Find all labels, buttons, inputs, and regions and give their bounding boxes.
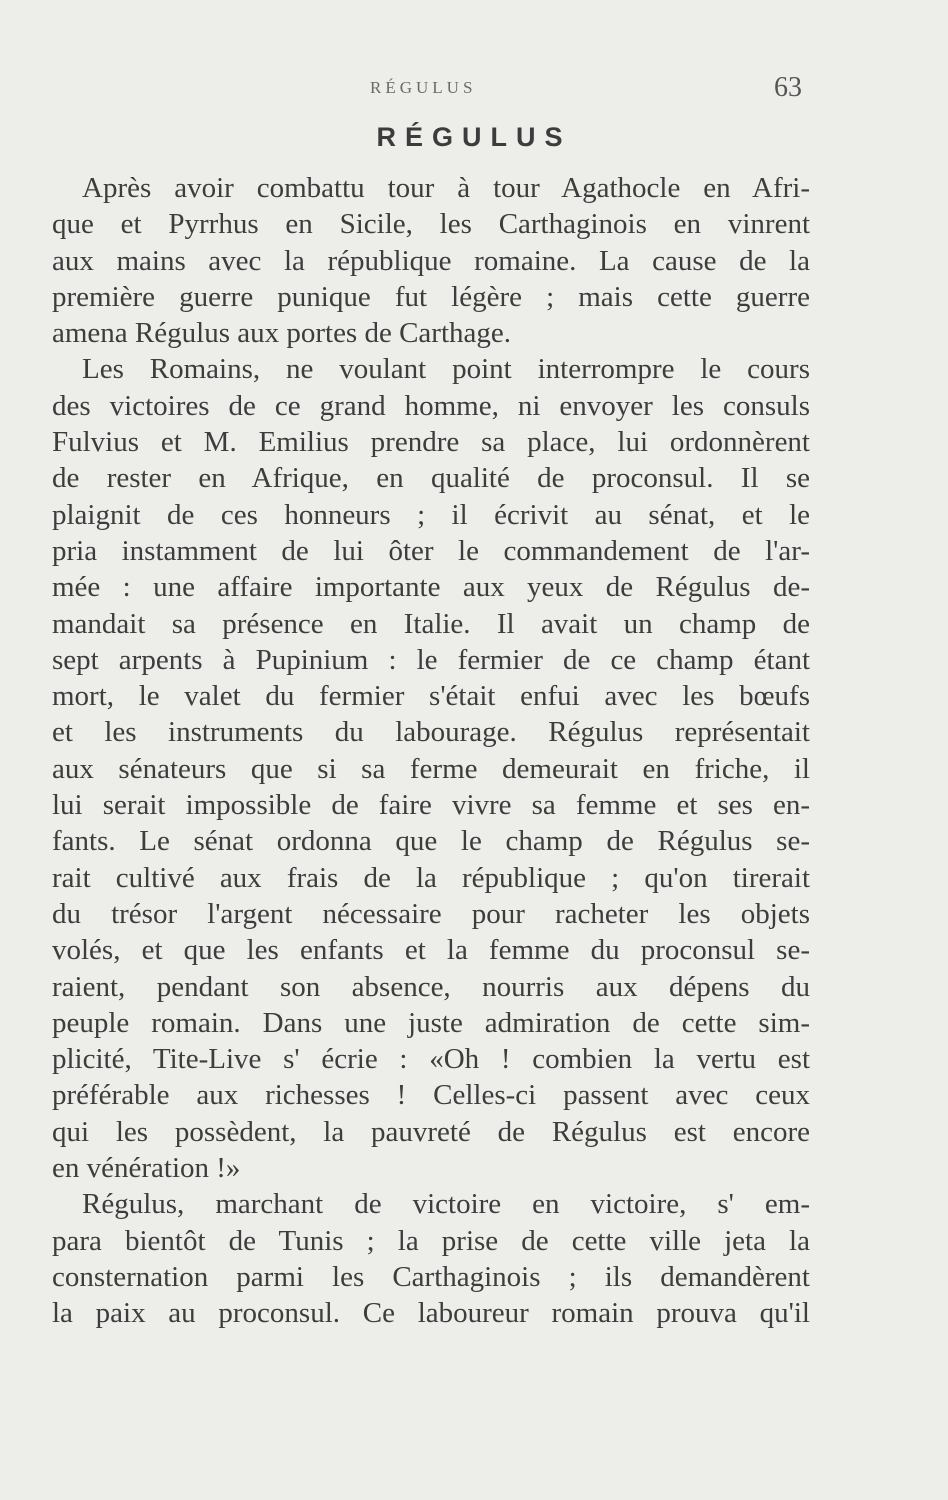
chapter-title: RÉGULUS [376, 122, 572, 152]
text-line: peuple romain. Dans une juste admiration de cette sim- [52, 1006, 810, 1039]
text-line: plaignit de ces honneurs ; il écrivit au sénat, et le [52, 498, 810, 531]
text-line: préférable aux richesses ! Celles-ci passent avec ceux [52, 1079, 810, 1112]
text-line: pria instamment de lui ôter le commandement de l'ar- [52, 534, 810, 567]
text-line: rait cultivé aux frais de la république ; qu'on tirerait [52, 861, 810, 894]
body-text [52, 170, 810, 1332]
text-line: première guerre punique fut légère ; mais cette guerre [52, 280, 810, 313]
text-line: plicité, Tite-Live s' écrie : «Oh ! combien la vertu est [52, 1043, 810, 1076]
text-line: des victoires de ce grand homme, ni envoyer les consuls [52, 389, 810, 422]
text-line: amena Régulus aux portes de Carthage. [52, 317, 512, 350]
text-line: mandait sa présence en Italie. Il avait un champ de [52, 607, 810, 640]
text-line: aux mains avec la république romaine. La cause de la [52, 244, 810, 277]
text-line: de rester en Afrique, en qualité de proconsul. Il se [52, 462, 810, 495]
text-line: Après avoir combattu tour à tour Agathocle en Afri- [82, 172, 810, 204]
text-line: sept arpents à Pupinium : le fermier de ce champ étant [52, 643, 810, 676]
text-line: que et Pyrrhus en Sicile, les Carthaginois en vinrent [52, 208, 810, 241]
text-line: Régulus, marchant de victoire en victoire, s' em- [82, 1188, 810, 1221]
text-line: et les instruments du labourage. Régulus représentait [52, 716, 810, 749]
page-number: 63 [774, 72, 802, 103]
text-line: mée : une affaire importante aux yeux de Régulus de- [52, 571, 810, 604]
text-line: Fulvius et M. Emilius prendre sa place, lui ordonnèrent [52, 426, 810, 459]
text-line: volés, et que les enfants et la femme du proconsul se- [52, 934, 810, 967]
text-line: Les Romains, ne voulant point interrompre le cours [82, 353, 810, 386]
text-line: mort, le valet du fermier s'était enfui avec les bœufs [52, 680, 810, 713]
text-line: raient, pendant son absence, nourris aux dépens du [52, 970, 810, 1003]
text-line: para bientôt de Tunis ; la prise de cette ville jeta la [52, 1224, 810, 1257]
text-line: du trésor l'argent nécessaire pour racheter les objets [52, 897, 810, 930]
running-title: RÉGULUS [370, 78, 477, 97]
text-line: aux sénateurs que si sa ferme demeurait en friche, il [52, 752, 810, 785]
text-line: consternation parmi les Carthaginois ; ils demandèrent [52, 1260, 810, 1293]
text-line: en vénération !» [52, 1152, 241, 1185]
text-line: qui les possèdent, la pauvreté de Régulus est encore [52, 1115, 810, 1148]
text-line: lui serait impossible de faire vivre sa femme et ses en- [52, 789, 810, 822]
text-line: fants. Le sénat ordonna que le champ de Régulus se- [52, 825, 810, 858]
text-line: la paix au proconsul. Ce laboureur romain prouva qu'il [52, 1297, 810, 1330]
